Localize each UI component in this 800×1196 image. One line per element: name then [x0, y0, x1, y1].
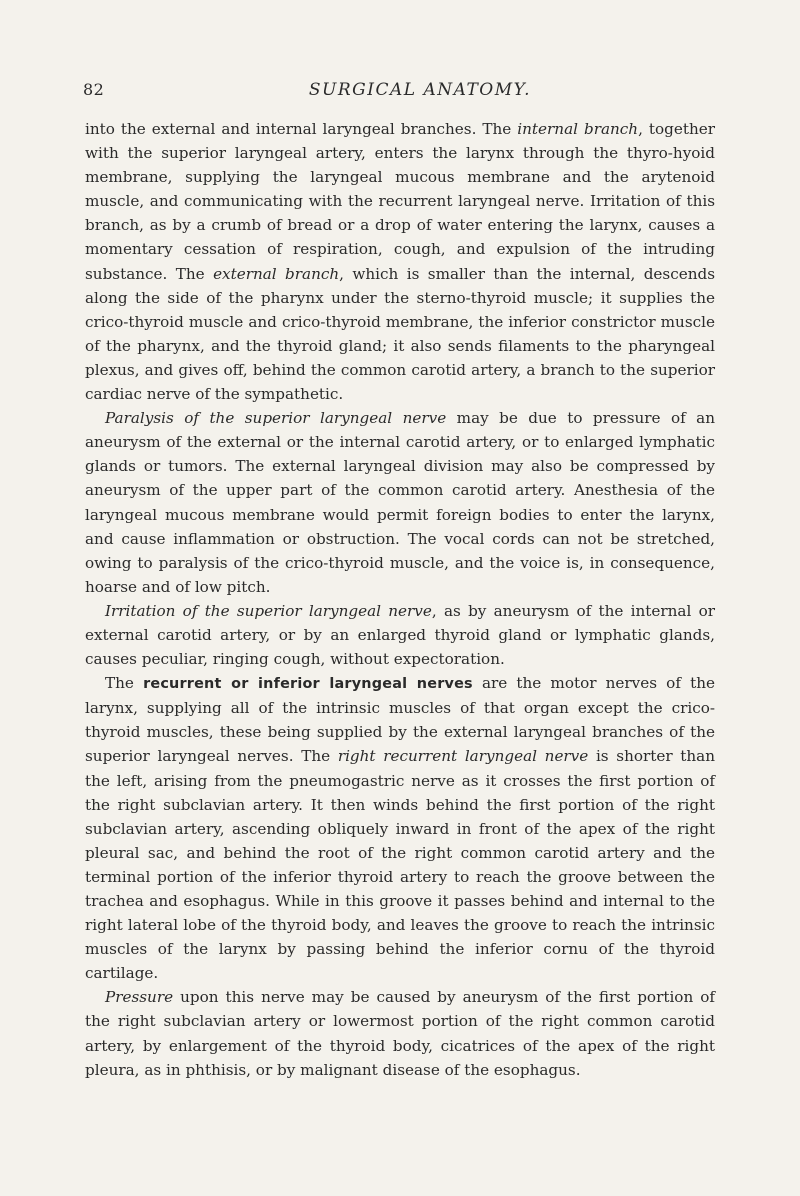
- paragraph: [85, 599, 715, 671]
- bold-heading: recurrent or inferior laryngeal nerves: [143, 676, 473, 693]
- text-run: The: [105, 674, 144, 693]
- body-text: [85, 117, 715, 1082]
- text-run: , together with the superior laryngeal artery, enters the larynx through the thyro-hyoid membrane, supplying the laryngeal mucous membrane and the arytenoid muscle, and communicating with the recurrent laryngeal nerve. Irritation of this branch, as by a crumb of bread or a drop of water entering the larynx, causes a momentary cessation of respiration, cough, and expulsion of the intruding substance. The: [85, 120, 715, 283]
- paragraph: [85, 985, 715, 1081]
- italic-term: right recurrent laryngeal nerve: [337, 747, 589, 766]
- text-run: may be due to pressure of an aneurysm of the external or the internal carotid artery, or to enlarged lymphatic glands or tumors. The external laryngeal division may also be compressed by aneurysm of the upper part of the common carotid artery. Anesthesia of the laryngeal mucous membrane would permit foreign bodies to enter the larynx, and cause inflammation or obstruction. The vocal cords can not be stretched, owing to paralysis of the crico-thyroid muscle, and the voice is, in consequence, hoarse and of low pitch.: [85, 409, 716, 596]
- italic-term: Pressure: [105, 988, 174, 1007]
- text-run: , which is smaller than the internal, descends along the side of the pharynx under the sterno-thyroid muscle; it supplies the crico-thyroid muscle and crico-thyroid membrane, the inferior constrictor muscle of the pharynx, and the thyroid gland; it also sends filaments to the pharyngeal plexus, and gives off, behind the common carotid artery, a branch to the superior cardiac nerve of the sympathetic.: [85, 264, 715, 404]
- text-run: into the external and internal laryngeal branches. The: [85, 120, 518, 138]
- running-head: SURGICAL ANATOMY.: [308, 80, 532, 100]
- paragraph: [85, 671, 715, 985]
- italic-term: external branch: [213, 264, 340, 283]
- italic-term: Paralysis of the superior laryngeal nerve: [105, 409, 447, 428]
- paragraph: [85, 117, 715, 406]
- text-run: upon this nerve may be caused by aneurysm of the first portion of the right subclavian artery or lowermost portion of the right common carotid artery, by enlargement of the thyroid body, cicatrices of the apex of the right pleura, as in phthisis, or by malignant disease of the esophagus.: [85, 988, 715, 1079]
- text-run: is shorter than the left, arising from the pneumogastric nerve as it crosses the first portion of the right subclavian artery. It then winds behind the first portion of the right subclavian artery, ascending obliquely inward in front of the apex of the right pleural sac, and behind the root of the right common carotid artery and the terminal portion of the inferior thyroid artery to reach the groove between the trachea and esophagus. While in this groove it passes behind and internal to the right lateral lobe of the thyroid body, and leaves the groove to reach the intrinsic muscles of the larynx by passing behind the inferior cornu of the thyroid cartilage.: [85, 747, 716, 983]
- paragraph: [85, 406, 715, 599]
- italic-term: Irritation of the superior laryngeal nerve: [105, 601, 432, 620]
- text-run: are the motor nerves of the larynx, supplying all of the intrinsic muscles of that organ except the crico-thyroid muscles, these being supplied by the external laryngeal branches of the superior laryngeal nerves. The: [85, 674, 715, 766]
- page-number: 82: [83, 80, 105, 99]
- text-run: , as by aneurysm of the internal or external carotid artery, or by an enlarged thyroid gland or lymphatic glands, causes peculiar, ringing cough, without expectoration.: [85, 601, 715, 669]
- italic-term: internal branch: [517, 120, 639, 138]
- page-header: [0, 80, 800, 106]
